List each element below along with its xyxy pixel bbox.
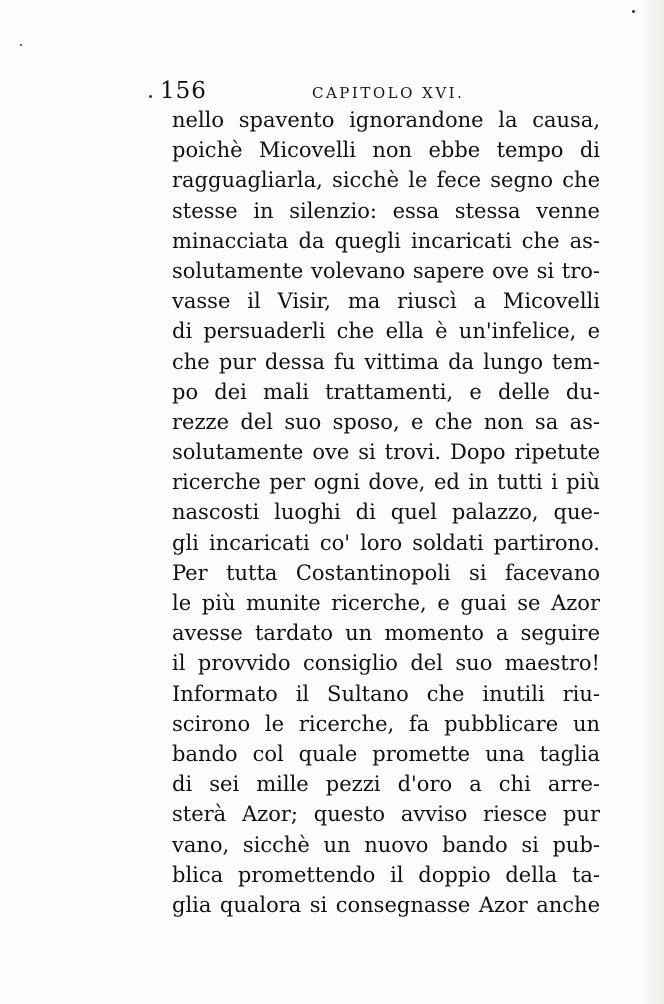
text-line: po dei mali trattamenti, e delle du- <box>172 379 600 404</box>
text-line: di persuaderli che ella è un'infelice, e <box>172 319 600 344</box>
text-line: ricerche per ogni dove, ed in tutti i più <box>172 470 600 495</box>
text-line: di sei mille pezzi d'oro a chi arre- <box>172 772 600 797</box>
text-line: nascosti luoghi di quel palazzo, que- <box>172 500 600 525</box>
text-line: le più munite ricerche, e guai se Azor <box>172 591 600 615</box>
text-line: nello spavento ignorandone la causa, <box>172 108 600 132</box>
text-line: Per tutta Costantinopoli si facevano <box>172 560 600 585</box>
ink-speck <box>149 95 152 98</box>
text-line: solutamente ove si trovi. Dopo ripetute <box>172 440 600 465</box>
page-edge-shadow <box>638 0 664 1004</box>
text-line: rezze del suo sposo, e che non sa as- <box>172 409 600 434</box>
text-line: gli incaricati co' loro soldati partirono. <box>172 530 600 555</box>
text-line: il provvido consiglio del suo maestro! <box>172 651 600 676</box>
ink-speck <box>20 44 22 46</box>
running-head <box>160 78 610 108</box>
text-line: solutamente volevano sapere ove si tro- <box>172 258 600 283</box>
text-line: Informato il Sultano che inutili riu- <box>172 681 600 706</box>
chapter-heading: CAPITOLO XVI. <box>312 84 465 102</box>
body-text <box>172 105 600 920</box>
text-line: vasse il Visir, ma riuscì a Micovelli <box>172 289 600 314</box>
text-line: ragguagliarla, sicchè le fece segno che <box>172 168 600 193</box>
text-line: che pur dessa fu vittima da lungo tem- <box>172 349 600 374</box>
ink-speck <box>632 10 635 13</box>
text-line: avesse tardato un momento a seguire <box>172 621 600 646</box>
text-line: sterà Azor; questo avviso riesce pur <box>172 802 600 827</box>
page-number: 156 <box>160 78 207 104</box>
text-line: blica promettendo il doppio della ta- <box>172 862 600 887</box>
text-line: stesse in silenzio: essa stessa venne <box>172 198 600 223</box>
text-line: glia qualora si consegnasse Azor anche <box>172 892 600 917</box>
text-line: bando col quale promette una taglia <box>172 741 600 766</box>
text-line: poichè Micovelli non ebbe tempo di <box>172 138 600 163</box>
text-line: minacciata da quegli incaricati che as- <box>172 228 600 253</box>
text-line: vano, sicchè un nuovo bando si pub- <box>172 832 600 857</box>
text-line: scirono le ricerche, fa pubblicare un <box>172 711 600 736</box>
